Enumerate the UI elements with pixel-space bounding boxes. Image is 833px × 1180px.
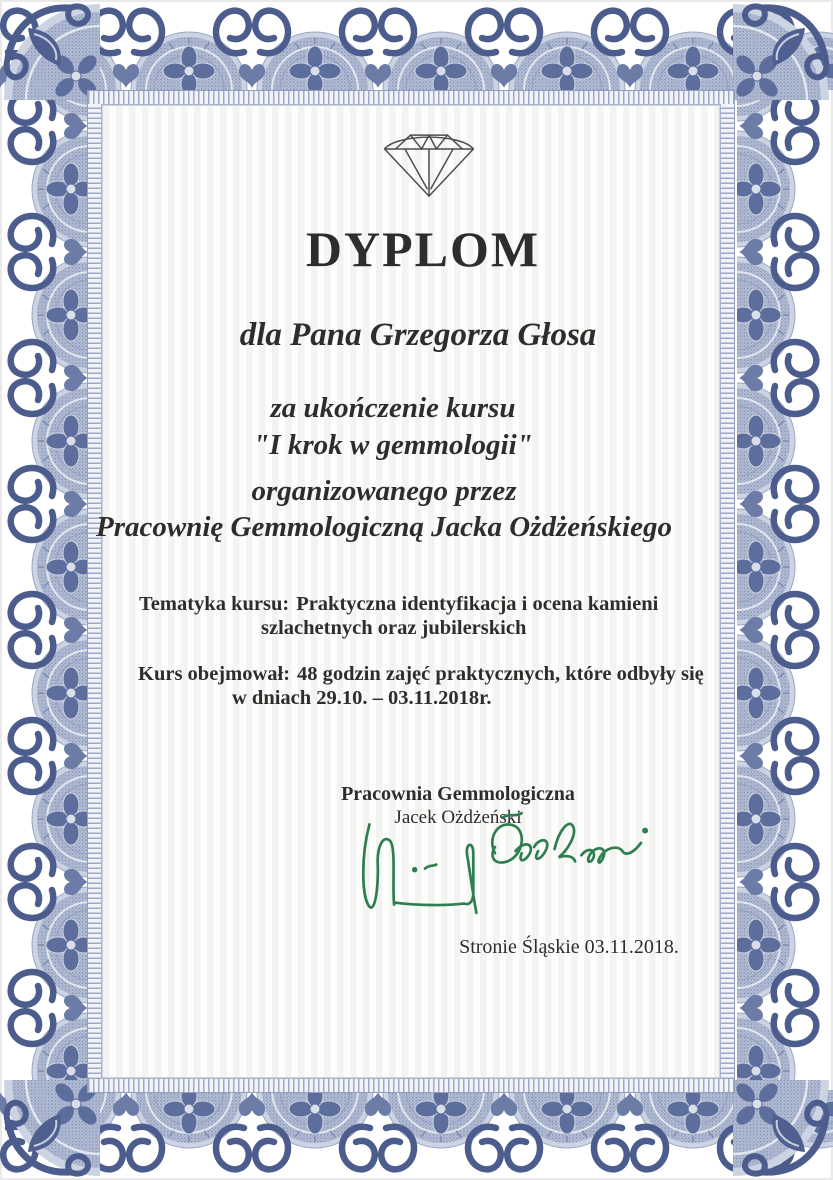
- scope-text-line1: 48 godzin zajęć praktycznych, które odbyły się: [297, 663, 704, 685]
- topic-text-line1: Praktyczna identyfikacja i ocena kamieni: [296, 593, 659, 615]
- inner-frame: [87, 90, 735, 1093]
- certificate-title: DYPLOM: [305, 221, 541, 277]
- tick-border-bottom: [88, 1078, 734, 1092]
- issuer-name: Pracownia Gemmologiczna: [341, 783, 575, 805]
- issuer-person: Jacek Ożdżeński: [394, 807, 522, 828]
- organizer-block: [75, 473, 693, 545]
- organizer-name-line: Pracownię Gemmologiczną Jacka Ożdżeńskiego: [96, 511, 672, 543]
- topic-text-line2: szlachetnych oraz jubilerskich: [261, 617, 527, 639]
- organizer-intro-line: organizowanego przez: [251, 475, 517, 507]
- topic-label: Tematyka kursu:: [139, 593, 290, 615]
- tick-border-left: [88, 104, 102, 1079]
- signature-handwriting: [338, 810, 658, 918]
- place-date-line: Stronie Śląskie 03.11.2018.: [459, 936, 679, 958]
- tick-border-top: [88, 91, 734, 105]
- course-name-line: "I krok w gemmologii": [253, 429, 533, 461]
- scope-label: Kurs obejmował:: [138, 663, 291, 685]
- recipient-line: dla Pana Grzegorza Głosa: [239, 317, 597, 353]
- course-block: [84, 390, 702, 464]
- diamond-icon: [373, 124, 485, 198]
- scope-text-line2: w dniach 29.10. – 03.11.2018r.: [232, 687, 492, 709]
- certificate-paper: [96, 105, 720, 1078]
- course-intro-line: za ukończenie kursu: [270, 392, 516, 424]
